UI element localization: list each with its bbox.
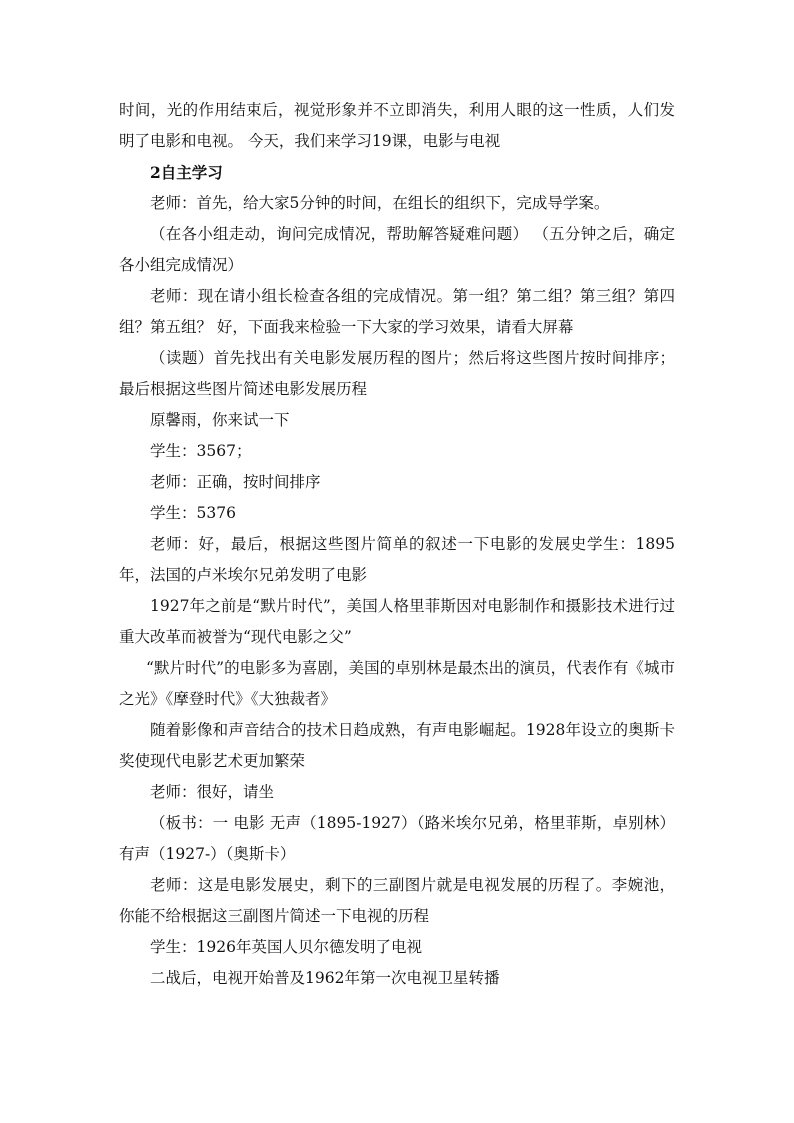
paragraph-sound-film: 随着影像和声音结合的技术日趋成熟，有声电影崛起。1928年设立的奥斯卡奖使现代电影艺术更加繁荣	[119, 721, 675, 770]
paragraph-student-answer-2: 学生：5376	[150, 504, 236, 522]
document-body	[119, 95, 675, 994]
section-heading-self-study: 2自主学习	[150, 163, 223, 182]
paragraph-teacher-check: 老师：现在请小组长检查各组的完成情况。第一组？第二组？第三组？第四组？第五组？ 好，下面我来检验一下大家的学习效果，请看大屏幕	[119, 287, 675, 336]
paragraph-tv-popularization: 二战后，电视开始普及1962年第一次电视卫星转播	[150, 969, 500, 987]
paragraph-student-tv-answer: 学生：1926年英国人贝尔德发明了电视	[150, 938, 422, 956]
paragraph-chaplin: “默片时代”的电影多为喜剧，美国的卓别林是最杰出的演员，代表作有《城市之光》《摩登时代》《大独裁者》	[119, 659, 675, 708]
paragraph-reading-task: （读题）首先找出有关电影发展历程的图片；然后将这些图片按时间排序；最后根据这些图片简述电影发展历程	[119, 349, 675, 398]
paragraph-call-student: 原馨雨，你来试一下	[150, 411, 290, 429]
paragraph-student-answer-1: 学生：3567；	[150, 442, 252, 460]
paragraph-teacher-sit: 老师：很好，请坐	[150, 783, 275, 801]
paragraph-blackboard-notes: （板书：一 电影 无声（1895-1927）（路米埃尔兄弟，格里菲斯，卓别林）有声（1927-）（奥斯卡）	[119, 814, 675, 863]
paragraph-silent-era: 1927年之前是“默片时代”，美国人格里菲斯因对电影制作和摄影技术进行过重大改革而被誉为“现代电影之父”	[119, 597, 675, 646]
paragraph-teacher-reply-1: 老师：正确，按时间排序	[150, 473, 321, 491]
paragraph-teacher-instruction: 老师：首先，给大家5分钟的时间，在组长的组织下，完成导学案。	[150, 194, 610, 212]
paragraph-teacher-film-history: 老师：好，最后，根据这些图片简单的叙述一下电影的发展史学生：1895年，法国的卢米埃尔兄弟发明了电影	[119, 535, 675, 584]
paragraph-stage-direction: （在各小组走动，询问完成情况，帮助解答疑难问题） （五分钟之后，确定各小组完成情况）	[119, 225, 675, 274]
paragraph-teacher-tv-question: 老师：这是电影发展史，剩下的三副图片就是电视发展的历程了。李婉池，你能不给根据这三副图片简述一下电视的历程	[119, 876, 675, 925]
paragraph-intro-continuation: 时间，光的作用结束后，视觉形象并不立即消失，利用人眼的这一性质，人们发明了电影和电视。 今天，我们来学习19课，电影与电视	[119, 101, 675, 150]
